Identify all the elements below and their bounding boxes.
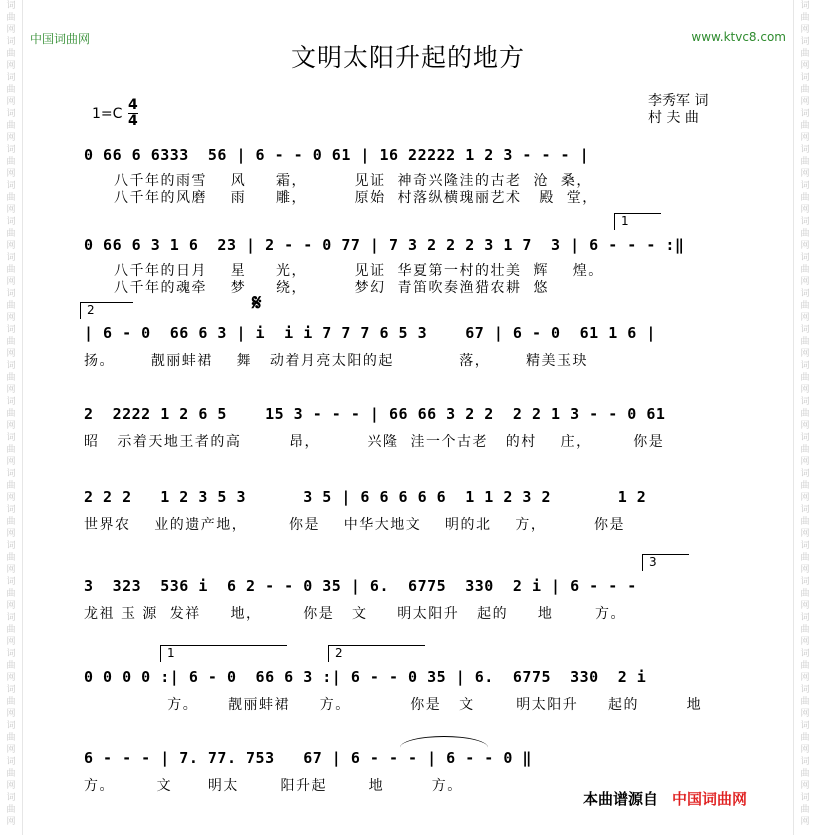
notation-line: 2 2 2 1 2 3 5 3 3 5 | 6 6 6 6 6 1 1 2 3 2 1 2 — [84, 488, 647, 506]
lyric-line: 扬。 靓丽蚌裙 舞 动着月亮太阳的起 落， 精美玉玦 — [84, 353, 589, 369]
lyric-line: 方。 靓丽蚌裙 方。 你是 文 明太阳升 起的 地 — [84, 697, 703, 713]
notation-line: | 6 - 0 66 6 3 | i i i 7 7 7 6 5 3 67 | 6 - 0 61 1 6 | — [84, 324, 656, 342]
side-watermark-char: 曲 — [800, 445, 810, 455]
side-watermark-char: 网 — [800, 313, 810, 323]
lyric-line: 昭 示着天地王者的高 昂， 兴隆 洼一个古老 的村 庄， 你是 — [84, 434, 665, 450]
side-watermark-char: 曲 — [800, 733, 810, 743]
credits — [648, 93, 708, 127]
side-watermark-char: 词 — [800, 325, 810, 335]
notation-line: 2 2222 1 2 6 5 15 3 - - - | 66 66 3 2 2 2 2 1 3 - - 0 61 — [84, 405, 666, 423]
side-watermark-char: 曲 — [6, 49, 16, 59]
site-watermark-right: www.ktvc8.com — [691, 30, 786, 44]
lyric-line: 龙祖 玉 源 发祥 地， 你是 文 明太阳升 起的 地 方。 — [84, 606, 627, 622]
side-watermark-char: 曲 — [800, 805, 810, 815]
side-watermark-char: 网 — [800, 385, 810, 395]
source-note — [583, 788, 747, 809]
side-watermark-char: 词 — [6, 217, 16, 227]
lyric-line: 方。 文 明太 阳升起 地 方。 — [84, 778, 463, 794]
side-watermark-char: 词 — [800, 217, 810, 227]
side-watermark-char: 词 — [6, 469, 16, 479]
side-watermark-char: 网 — [800, 529, 810, 539]
side-watermark-char: 词 — [6, 433, 16, 443]
side-watermark-char: 曲 — [6, 445, 16, 455]
side-watermark-char: 曲 — [800, 409, 810, 419]
side-watermark-char: 网 — [800, 457, 810, 467]
lyric-verse-2: 八千年的风磨 雨 雕， 原始 村落纵横瑰丽艺术 殿 堂， — [114, 190, 598, 206]
side-watermark-char: 网 — [800, 601, 810, 611]
side-watermark-char: 词 — [800, 397, 810, 407]
side-watermark-char: 曲 — [6, 121, 16, 131]
side-watermark-char: 网 — [6, 745, 16, 755]
side-watermark-char: 词 — [6, 289, 16, 299]
side-watermark-char: 曲 — [6, 157, 16, 167]
song-title: 文明太阳升起的地方 — [290, 43, 525, 72]
side-watermark-char: 词 — [800, 289, 810, 299]
notation-line: 0 66 6 6333 56 | 6 - - 0 61 | 16 22222 1 2 3 - - - | — [84, 146, 590, 164]
side-watermark-char: 网 — [800, 25, 810, 35]
side-watermark-char: 网 — [800, 349, 810, 359]
side-watermark-char: 词 — [6, 73, 16, 83]
side-watermark-char: 网 — [6, 169, 16, 179]
side-watermark-char: 网 — [6, 817, 16, 827]
side-watermark-char: 曲 — [6, 661, 16, 671]
side-watermark-char: 曲 — [800, 769, 810, 779]
volta-3-bracket: 3 — [642, 554, 689, 571]
side-watermark-char: 网 — [800, 205, 810, 215]
side-watermark-char: 网 — [6, 493, 16, 503]
side-watermark-char: 曲 — [800, 337, 810, 347]
composer-credit: 村 夫 曲 — [648, 110, 699, 126]
side-watermark-char: 曲 — [6, 625, 16, 635]
side-watermark-char: 曲 — [800, 553, 810, 563]
side-watermark-char: 网 — [6, 673, 16, 683]
side-watermark-char: 曲 — [800, 517, 810, 527]
side-watermark-char: 网 — [800, 565, 810, 575]
side-watermark-char: 曲 — [6, 769, 16, 779]
notation-line: 0 66 6 3 1 6 23 | 2 - - 0 77 | 7 3 2 2 2 3 1 7 3 | 6 - - - :‖ — [84, 236, 685, 254]
side-watermark-char: 曲 — [6, 805, 16, 815]
side-watermark-char: 词 — [6, 253, 16, 263]
side-watermark-char: 词 — [800, 181, 810, 191]
left-watermark-strip — [0, 0, 23, 835]
side-watermark-char: 曲 — [6, 229, 16, 239]
lyric-verse-1: 八千年的日月 星 光， 见证 华夏第一村的壮美 辉 煌。 — [114, 263, 604, 279]
side-watermark-char: 网 — [800, 637, 810, 647]
side-watermark-char: 词 — [6, 721, 16, 731]
side-watermark-char: 词 — [800, 577, 810, 587]
side-watermark-char: 词 — [800, 541, 810, 551]
notation-line: 3 323 536 i 6 2 - - 0 35 | 6. 6775 330 2 i | 6 - - - — [84, 577, 637, 595]
side-watermark-char: 网 — [6, 385, 16, 395]
side-watermark-char: 词 — [6, 685, 16, 695]
side-watermark-char: 曲 — [800, 85, 810, 95]
side-watermark-char: 曲 — [800, 193, 810, 203]
side-watermark-char: 网 — [6, 25, 16, 35]
side-watermark-char: 曲 — [800, 49, 810, 59]
side-watermark-char: 网 — [6, 601, 16, 611]
side-watermark-char: 网 — [6, 349, 16, 359]
side-watermark-char: 词 — [6, 613, 16, 623]
side-watermark-char: 网 — [6, 133, 16, 143]
side-watermark-char: 曲 — [6, 265, 16, 275]
side-watermark-char: 词 — [6, 325, 16, 335]
source-label: 本曲谱源自 — [583, 790, 659, 808]
side-watermark-char: 词 — [6, 397, 16, 407]
lyricist-credit: 李秀军 词 — [648, 93, 709, 109]
side-watermark-char: 网 — [6, 529, 16, 539]
source-site-link[interactable]: 中国词曲网 — [672, 790, 748, 808]
side-watermark-char: 词 — [800, 433, 810, 443]
side-watermark-char: 网 — [800, 817, 810, 827]
side-watermark-char: 词 — [6, 793, 16, 803]
side-watermark-char: 曲 — [6, 301, 16, 311]
side-watermark-char: 曲 — [800, 229, 810, 239]
side-watermark-char: 词 — [800, 253, 810, 263]
side-watermark-char: 网 — [6, 205, 16, 215]
side-watermark-char: 词 — [6, 181, 16, 191]
side-watermark-char: 词 — [6, 145, 16, 155]
side-watermark-char: 网 — [800, 133, 810, 143]
side-watermark-char: 网 — [800, 277, 810, 287]
side-watermark-char: 曲 — [800, 589, 810, 599]
side-watermark-char: 曲 — [800, 481, 810, 491]
time-sig-top: 4 — [128, 97, 138, 113]
side-watermark-char: 网 — [6, 241, 16, 251]
side-watermark-char: 网 — [6, 421, 16, 431]
side-watermark-char: 词 — [800, 469, 810, 479]
side-watermark-char: 词 — [6, 541, 16, 551]
side-watermark-char: 词 — [800, 361, 810, 371]
side-watermark-char: 曲 — [6, 337, 16, 347]
side-watermark-char: 词 — [800, 613, 810, 623]
side-watermark-char: 词 — [6, 109, 16, 119]
side-watermark-char: 网 — [6, 709, 16, 719]
lyric-line: 世界农 业的遗产地， 你是 中华大地文 明的北 方， 你是 — [84, 517, 625, 533]
time-sig-bottom: 4 — [128, 113, 138, 129]
side-watermark-char: 词 — [6, 37, 16, 47]
volta-2-bracket: 2 — [80, 302, 133, 319]
side-watermark-char: 曲 — [800, 373, 810, 383]
lyric-verse-1: 八千年的雨雪 风 霜， 见证 神奇兴隆洼的古老 沧 桑， — [114, 173, 592, 189]
side-watermark-char: 曲 — [800, 13, 810, 23]
side-watermark-char: 曲 — [800, 121, 810, 131]
side-watermark-char: 词 — [800, 73, 810, 83]
side-watermark-char: 网 — [800, 493, 810, 503]
side-watermark-char: 网 — [6, 61, 16, 71]
side-watermark-char: 网 — [800, 709, 810, 719]
side-watermark-char: 曲 — [800, 625, 810, 635]
side-watermark-char: 网 — [800, 781, 810, 791]
side-watermark-char: 曲 — [6, 517, 16, 527]
side-watermark-char: 词 — [6, 577, 16, 587]
side-watermark-char: 词 — [6, 361, 16, 371]
side-watermark-char: 词 — [6, 649, 16, 659]
side-watermark-char: 曲 — [6, 373, 16, 383]
time-signature — [128, 98, 138, 129]
key-signature: 1=C — [92, 106, 123, 122]
side-watermark-char: 网 — [6, 637, 16, 647]
lyric-verse-2: 八千年的魂牵 梦 绕， 梦幻 青笛吹奏渔猎农耕 悠 — [114, 280, 549, 296]
site-watermark-left: 中国词曲网 — [30, 32, 91, 46]
side-watermark-char: 网 — [800, 61, 810, 71]
side-watermark-char: 网 — [800, 241, 810, 251]
side-watermark-char: 网 — [6, 457, 16, 467]
side-watermark-char: 网 — [6, 97, 16, 107]
side-watermark-char: 曲 — [800, 697, 810, 707]
side-watermark-char: 词 — [800, 145, 810, 155]
notation-line: 0 0 0 0 :| 6 - 0 66 6 3 :| 6 - - 0 35 | 6. 6775 330 2 i — [84, 668, 647, 686]
side-watermark-char: 网 — [800, 97, 810, 107]
side-watermark-char: 曲 — [6, 733, 16, 743]
side-watermark-char: 曲 — [6, 193, 16, 203]
side-watermark-char: 词 — [800, 505, 810, 515]
side-watermark-char: 词 — [800, 721, 810, 731]
side-watermark-char: 词 — [800, 757, 810, 767]
side-watermark-char: 词 — [800, 1, 810, 11]
notation-line: 6 - - - | 7. 77. 753 67 | 6 - - - | 6 - - 0 ‖ — [84, 749, 532, 767]
side-watermark-char: 网 — [800, 745, 810, 755]
side-watermark-char: 词 — [800, 37, 810, 47]
side-watermark-char: 曲 — [6, 697, 16, 707]
side-watermark-char: 曲 — [6, 481, 16, 491]
right-watermark-strip — [793, 0, 816, 835]
side-watermark-char: 网 — [800, 169, 810, 179]
side-watermark-char: 词 — [800, 109, 810, 119]
side-watermark-char: 网 — [800, 421, 810, 431]
side-watermark-char: 曲 — [800, 301, 810, 311]
volta-ending-1: 1 — [160, 645, 287, 662]
side-watermark-char: 网 — [6, 277, 16, 287]
side-watermark-char: 曲 — [800, 265, 810, 275]
side-watermark-char: 网 — [6, 781, 16, 791]
volta-1-bracket: 1 — [614, 213, 661, 230]
side-watermark-char: 网 — [6, 565, 16, 575]
side-watermark-char: 曲 — [6, 85, 16, 95]
side-watermark-char: 曲 — [800, 157, 810, 167]
side-watermark-char: 曲 — [6, 409, 16, 419]
side-watermark-char: 网 — [800, 673, 810, 683]
side-watermark-char: 词 — [6, 757, 16, 767]
side-watermark-char: 词 — [6, 1, 16, 11]
side-watermark-char: 曲 — [6, 589, 16, 599]
side-watermark-char: 词 — [800, 649, 810, 659]
side-watermark-char: 网 — [6, 313, 16, 323]
side-watermark-char: 曲 — [6, 553, 16, 563]
side-watermark-char: 词 — [800, 793, 810, 803]
side-watermark-char: 曲 — [800, 661, 810, 671]
side-watermark-char: 词 — [6, 505, 16, 515]
volta-ending-2: 2 — [328, 645, 425, 662]
segno-sign: 𝄋 — [252, 291, 262, 316]
side-watermark-char: 曲 — [6, 13, 16, 23]
side-watermark-char: 词 — [800, 685, 810, 695]
